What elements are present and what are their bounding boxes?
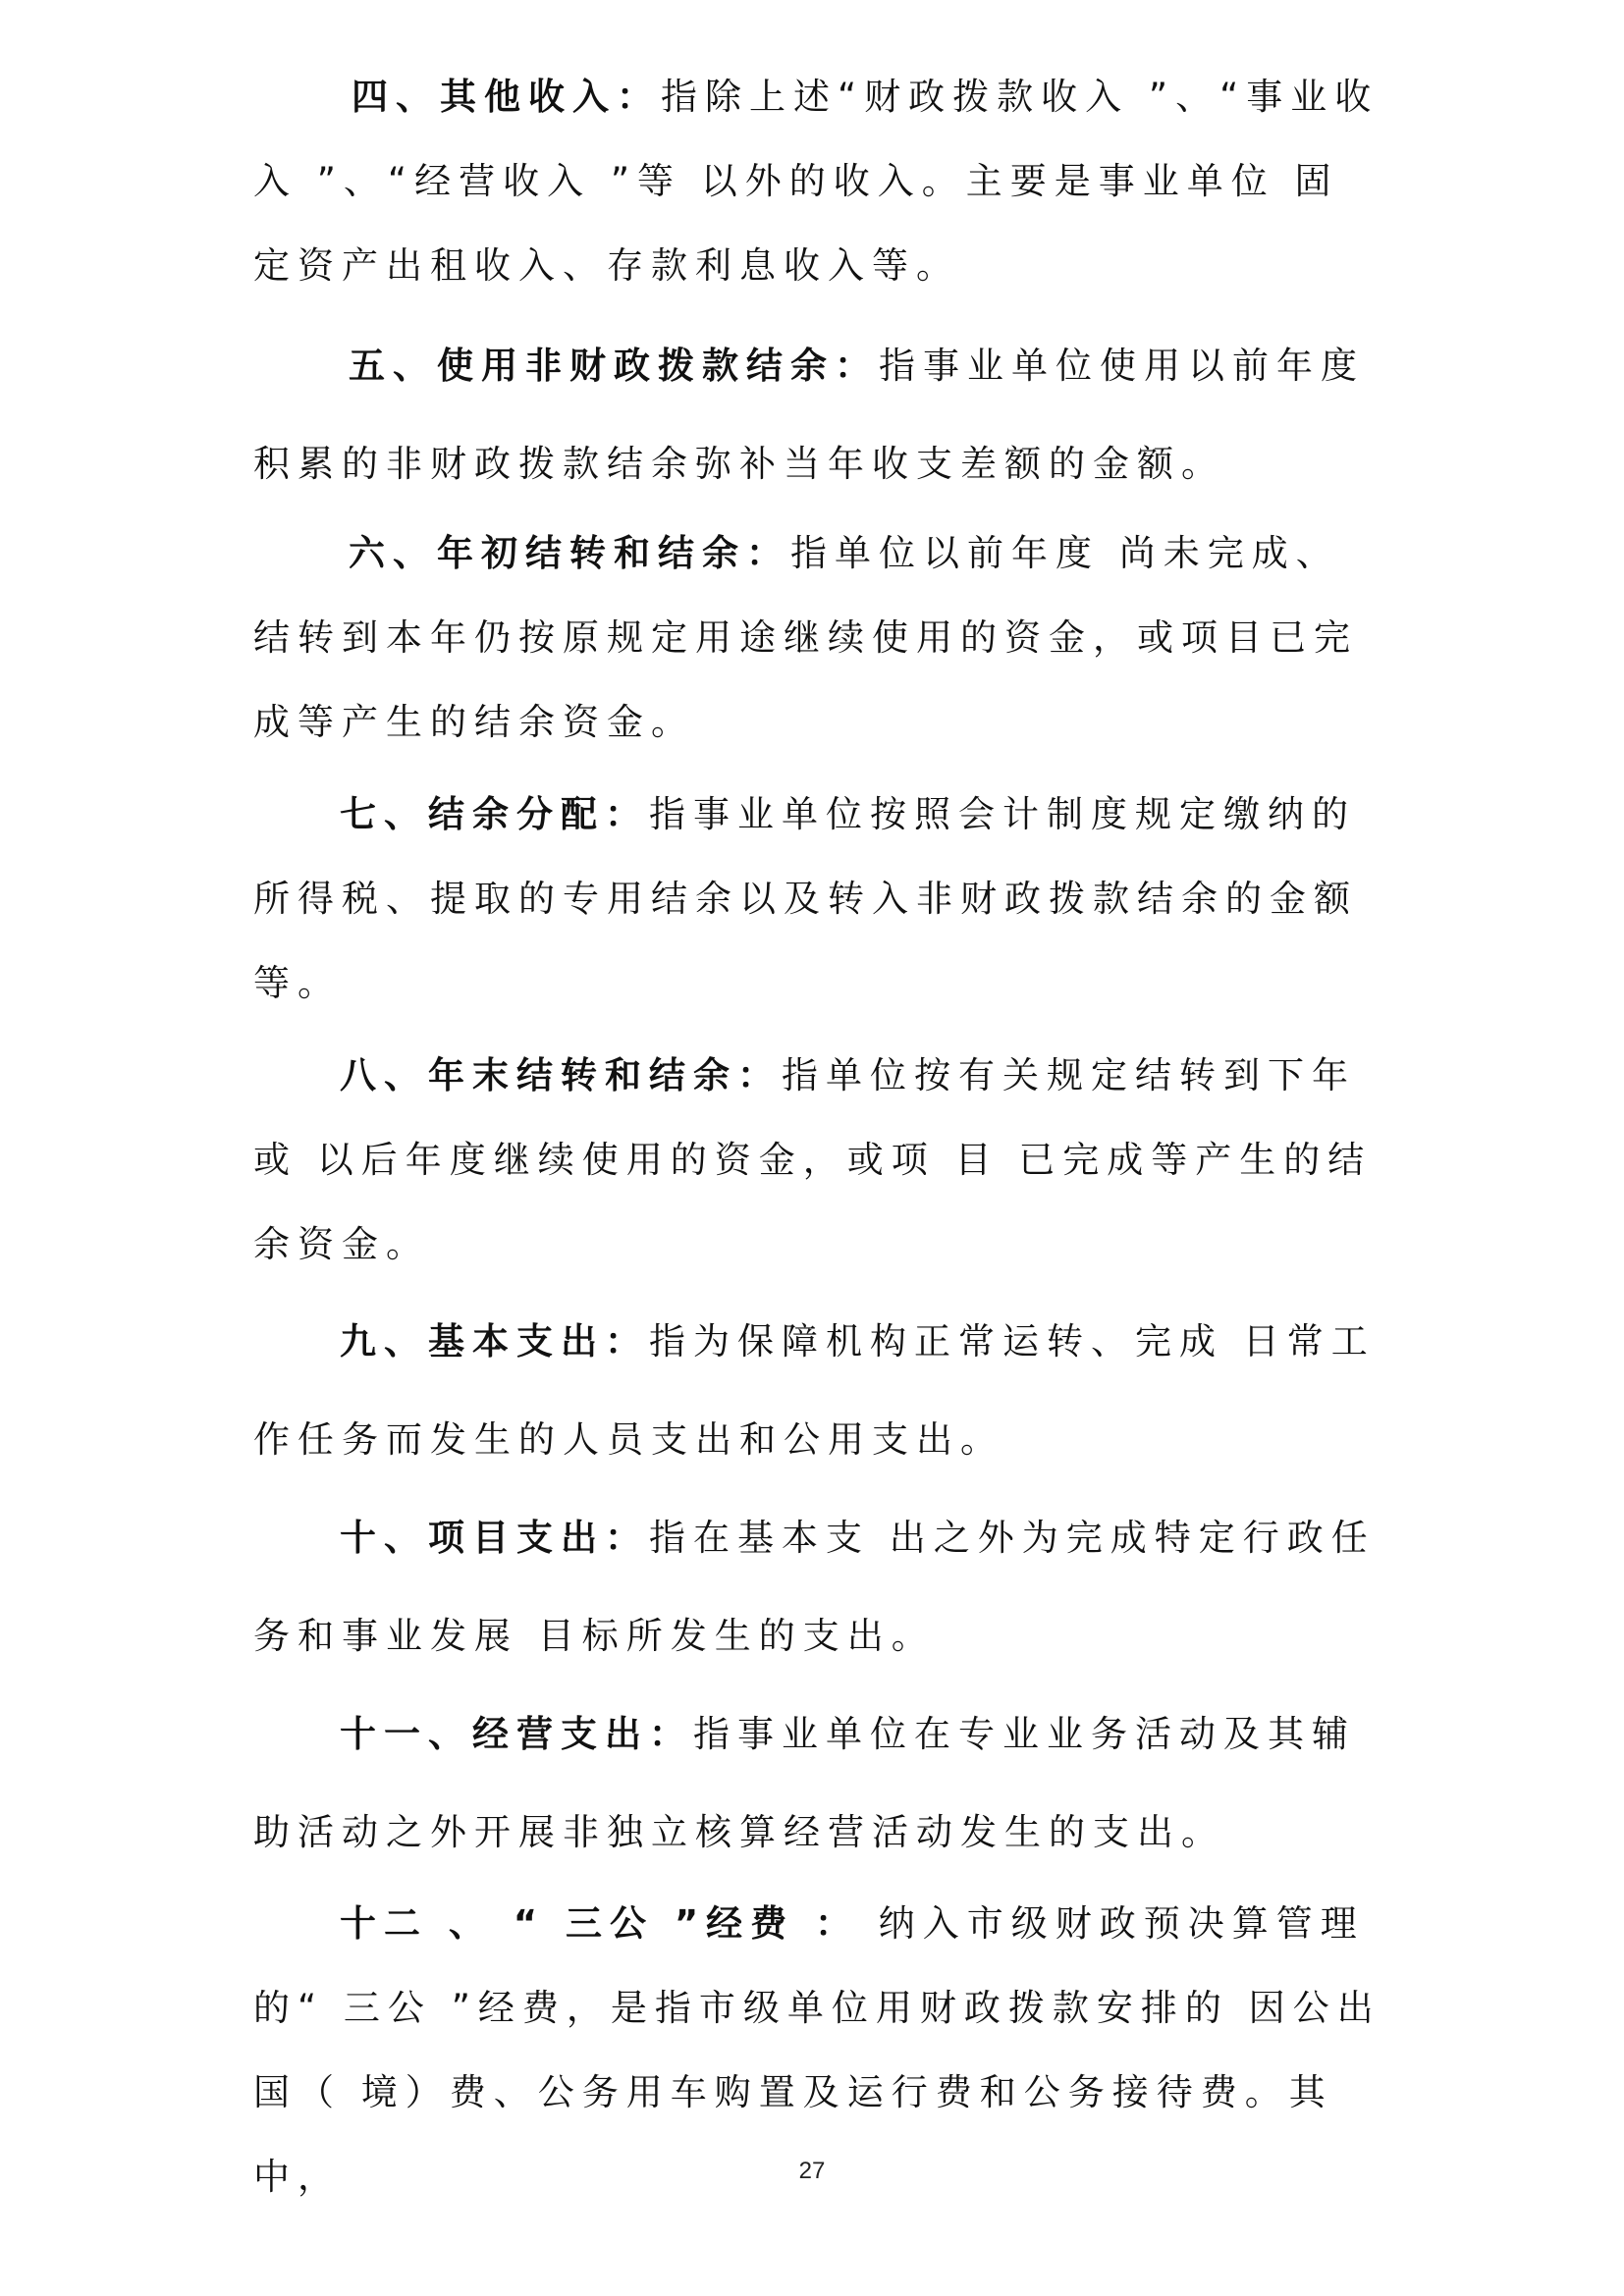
definition-basic-expenditure: 指为保障机构正常运转、完成 日常工作任务而发生的人员支出和公用支出。 [253, 1320, 1376, 1461]
definition-three-public-expenses: 纳入市级财政预决算管理的“ 三公 ”经费，是指市级单位用财政拨款安排的 因公出国（ 境）费、公务用车购置及运行费和公务接待费。其中， [253, 1902, 1381, 2198]
section-other-income [253, 55, 1382, 308]
term-basic-expenditure: 九、基本支出： [340, 1320, 649, 1362]
definition-surplus-distribution: 指事业单位按照会计制度规定缴纳的所得税、提取的专用结余以及转入非财政拨款结余的金额等。 [253, 793, 1358, 1004]
definition-other-income: 指除上述“财政拨款收入 ”、“事业收入 ”、“经营收入 ”等 以外的收入。主要是事业单位 固定资产出租收入、存款利息收入等。 [253, 76, 1380, 287]
term-project-expenditure: 十、项目支出： [340, 1517, 649, 1559]
section-project-expenditure [253, 1489, 1382, 1685]
term-three-public-expenses: 十二 、 “ 三公 ”经费 ： [340, 1902, 860, 1945]
definition-project-expenditure: 指在基本支 出之外为完成特定行政任务和事业发展 目标所发生的支出。 [253, 1517, 1376, 1657]
section-basic-expenditure [253, 1293, 1382, 1489]
section-closing-carryover [253, 1034, 1382, 1287]
section-operating-expenditure [253, 1685, 1382, 1882]
definition-opening-carryover: 指单位以前年度 尚未完成、结转到本年仍按原规定用途继续使用的资金，或项目已完成等产生的结余资金。 [253, 532, 1358, 743]
term-operating-expenditure: 十一、经营支出： [340, 1713, 693, 1755]
definition-operating-expenditure: 指事业单位在专业业务活动及其辅助活动之外开展非独立核算经营活动发生的支出。 [253, 1713, 1356, 1853]
term-surplus-distribution: 七、结余分配： [340, 793, 649, 835]
term-non-fiscal-balance-use: 五、使用非财政拨款结余： [349, 345, 879, 387]
term-other-income: 四、其他收入： [352, 76, 661, 118]
definition-closing-carryover: 指单位按有关规定结转到下年或 以后年度继续使用的资金，或项 目 已完成等产生的结余资金。 [253, 1054, 1373, 1265]
term-opening-carryover: 六、年初结转和结余： [349, 532, 790, 574]
section-opening-carryover [253, 511, 1382, 765]
page-number: 27 [798, 2158, 826, 2184]
term-closing-carryover: 八、年末结转和结余： [340, 1054, 782, 1096]
section-surplus-distribution [253, 773, 1382, 1026]
definition-non-fiscal-balance-use: 指事业单位使用以前年度积累的非财政拨款结余弥补当年收支差额的金额。 [253, 345, 1365, 485]
section-non-fiscal-balance-use [253, 317, 1382, 513]
